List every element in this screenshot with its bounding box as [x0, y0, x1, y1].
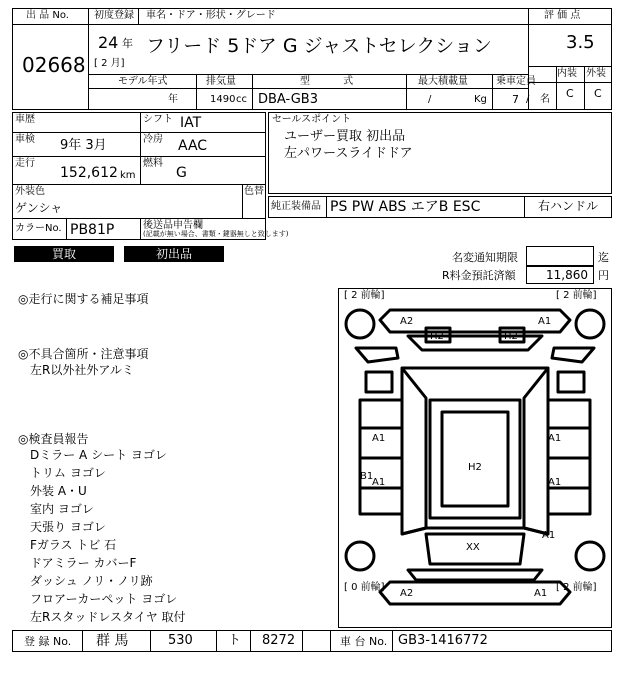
equipment-label: 純正装備品 [271, 201, 321, 212]
car-name-label: 車名・ドア・形状・グレード [146, 10, 276, 21]
load-label: 最大積載量 [418, 76, 468, 87]
damage-mark: A2 [400, 316, 414, 327]
divider [584, 66, 585, 110]
car-damage-diagram [338, 288, 612, 628]
divider [88, 74, 528, 75]
inspection-label: 車検 [15, 134, 35, 145]
shift-label: シフト [143, 114, 173, 125]
divider [88, 88, 528, 89]
damage-mark: A1 [548, 433, 562, 444]
car-name: フリード 5ドア G ジャストセレクション [146, 35, 492, 57]
inspector-line: 天張り ヨゴレ [30, 520, 106, 534]
divider [528, 24, 612, 25]
inspector-line: 外装 A・U [30, 484, 87, 498]
divider [12, 184, 266, 185]
divider [140, 112, 141, 184]
divider [12, 132, 266, 133]
supplement-title: ◎走行に関する補足事項 [18, 292, 149, 306]
history-label: 車歴 [15, 114, 35, 125]
divider [196, 74, 197, 110]
reg-kana: ト [228, 633, 242, 648]
divider [216, 630, 217, 652]
name-change-unit: 迄 [598, 251, 609, 264]
divider [12, 156, 266, 157]
inspector-line: Fガラス トビ 石 [30, 538, 117, 552]
divider [150, 630, 151, 652]
divider [528, 66, 612, 67]
name-change-label: 名変通知期限 [452, 251, 518, 264]
damage-mark: H2 [468, 462, 482, 473]
chassis-label: 車 台 No. [340, 635, 388, 648]
cc-value: 1490 [210, 94, 236, 105]
divider [12, 24, 88, 25]
divider [528, 82, 612, 83]
tag-first-listing: 初出品 [124, 246, 224, 262]
inspector-line: フロアーカーペット ヨゴレ [30, 592, 178, 606]
reg-year: 24 [98, 33, 119, 52]
steering-value: 右ハンドル [538, 199, 599, 213]
reg-month: [ 2 月] [94, 58, 125, 69]
interior-grade: C [566, 87, 574, 100]
type-label: 型 式 [300, 76, 354, 87]
cc-label: 排気量 [206, 76, 236, 87]
model-year-unit: 年 [168, 94, 178, 105]
reg-year-unit: 年 [122, 37, 133, 50]
load-unit: Kg [474, 94, 487, 105]
reg-no-label: 登 録 No. [24, 635, 72, 648]
capacity-value: 7 [512, 93, 519, 106]
recycle-label: R料金預託済額 [442, 269, 516, 282]
color-no-label: カラーNo. [15, 223, 62, 234]
exterior-grade: C [594, 87, 602, 100]
divider [252, 74, 253, 110]
lot-label: 出 品 No. [26, 10, 69, 21]
defect-line: 左R以外社外アルミ [30, 363, 134, 377]
recycle-value: 11,860 [546, 268, 588, 282]
divider [82, 630, 83, 652]
color-change-label: 色替 [244, 186, 264, 197]
damage-mark: XX [466, 542, 480, 553]
tag-buyout: 買取 [14, 246, 114, 262]
fuel-value: G [176, 165, 187, 181]
color-value: ゲンシャ [15, 201, 63, 215]
aftersale-label: 後送品申告欄 [143, 220, 203, 231]
diagram-tr-label: [ 2 前輪] [556, 290, 597, 301]
damage-mark: H2 [504, 331, 518, 342]
fuel-label: 燃料 [143, 158, 163, 169]
damage-mark: A1 [372, 433, 386, 444]
inspector-line: Dミラー A シート ヨゴレ [30, 448, 167, 462]
score-label: 評 価 点 [544, 10, 581, 21]
chassis-number: GB3-1416772 [398, 633, 488, 648]
color-no-value: PB81P [70, 222, 115, 238]
damage-mark: A1 [372, 477, 386, 488]
mileage-label: 走行 [15, 158, 35, 169]
damage-mark: A1 [542, 530, 556, 541]
damage-mark: A2 [400, 588, 414, 599]
interior-label: 内装 [557, 68, 577, 79]
damage-mark: H2 [430, 331, 444, 342]
divider [242, 184, 243, 218]
divider [392, 630, 393, 652]
diagram-bl-label: [ 0 前輪] [344, 582, 385, 593]
inspector-line: ドアミラー カバーF [30, 556, 137, 570]
divider [88, 24, 528, 25]
aftersale-note: (記載が無い場合、書類・鍵器無しと致します) [143, 230, 289, 238]
type-value: DBA-GB3 [258, 92, 318, 107]
shift-value: IAT [180, 115, 202, 131]
capacity-label: 乗車定員 [496, 76, 536, 87]
divider [140, 218, 141, 240]
diagram-br-label: [ 2 前輪] [556, 582, 597, 593]
inspector-line: 左Rスタッドレスタイヤ 取付 [30, 610, 186, 624]
reg-number: 8272 [262, 633, 296, 648]
divider [302, 630, 303, 652]
inspector-line: 室内 ヨゴレ [30, 502, 94, 516]
divider [12, 218, 266, 219]
divider [250, 630, 251, 652]
damage-mark: A1 [548, 477, 562, 488]
mileage-value: 152,612 [60, 165, 118, 181]
damage-mark: A1 [538, 316, 552, 327]
divider [66, 218, 67, 240]
name-change-box [526, 246, 594, 266]
divider [492, 74, 493, 110]
capacity-slash: / [526, 94, 530, 105]
reg-class: 530 [168, 633, 193, 648]
divider [524, 196, 525, 218]
inspector-line: ダッシュ ノリ・ノリ跡 [30, 574, 153, 588]
damage-mark: A1 [534, 588, 548, 599]
lot-number: 02668 [22, 53, 86, 77]
divider [406, 74, 407, 110]
reg-area: 群 馬 [96, 633, 129, 649]
inspection-value: 9年 3月 [60, 138, 107, 153]
score-value: 3.5 [566, 32, 595, 53]
divider [326, 196, 327, 218]
inspector-line: トリム ヨゴレ [30, 466, 106, 480]
mileage-unit: km [120, 170, 136, 181]
sales-point-line: 左パワースライドドア [284, 146, 413, 161]
recycle-unit: 円 [598, 269, 609, 282]
ac-value: AAC [178, 138, 208, 154]
load-slash: / [428, 94, 432, 105]
color-label: 外装色 [15, 186, 45, 197]
divider [138, 8, 139, 24]
cc-unit: cc [236, 94, 247, 105]
first-reg-label: 初度登録 [94, 10, 134, 21]
defects-title: ◎不具合箇所・注意事項 [18, 347, 149, 361]
exterior-label: 外装 [586, 68, 606, 79]
model-year-label: モデル年式 [118, 76, 168, 87]
capacity-unit: 名 [540, 94, 550, 105]
damage-mark: B1 [360, 471, 374, 482]
equipment-value: PS PW ABS エアB ESC [330, 199, 481, 215]
divider [330, 630, 331, 652]
sales-points-label: セールスポイント [272, 114, 352, 125]
sales-point-line: ユーザー買取 初出品 [284, 129, 406, 144]
ac-label: 冷房 [143, 134, 163, 145]
inspector-title: ◎検査員報告 [18, 432, 89, 446]
diagram-tl-label: [ 2 前輪] [344, 290, 385, 301]
